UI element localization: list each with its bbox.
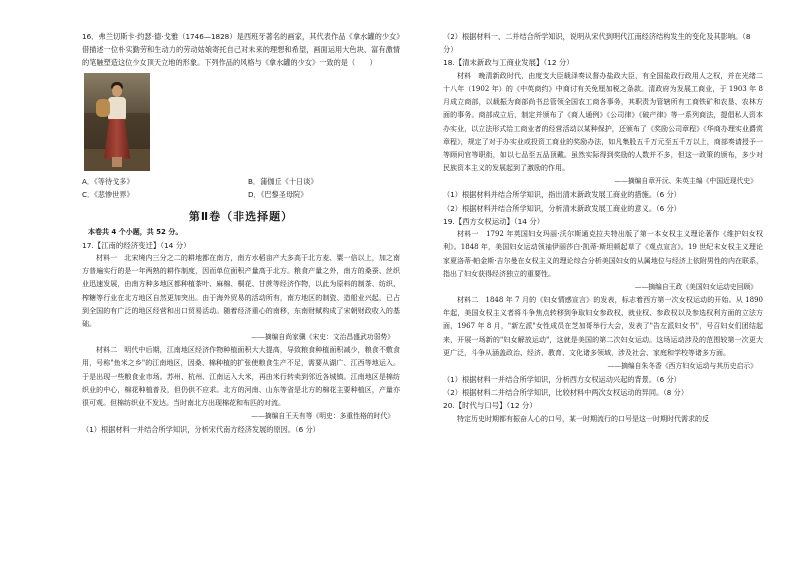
- q18-sub2: （2）根据材料并结合所学知识，分析清末新政发展工商业的意义。（6 分）: [443, 203, 681, 213]
- q19-material-1: 材料一 1792 年英国妇女玛丽·沃尔斯通克拉夫特出版了第一本女权主义理论著作《维护妇女权利》。1848 年，美国妇女运动领袖伊丽莎白·凯蒂·斯坦顿起草了《观点宣言》。19 世纪末女权主义理论家夏洛蒂·帕金斯·吉尔曼在女权主义的理论综合分析美国妇女的从属地位与经济上依附男性的内在联系，指出了妇女获得经济独立的重要性。: [443, 230, 763, 278]
- q19-material-2-source: ——摘编自朱冬香《西方妇女运动与其历史启示》: [607, 362, 757, 371]
- left-column: [82, 30, 400, 436]
- q20-title: 20.【时代与口号】（12 分）: [443, 401, 537, 411]
- q19-sub2: （2）根据材料二并结合所学知识，比较材料中两次女权运动的异同。（8 分）: [443, 388, 689, 398]
- q18-title: 18.【清末新政与工商业发展】（12 分）: [443, 58, 574, 68]
- q17-title: 17.【江南的经济变迁】（14 分）: [82, 240, 191, 250]
- section-note: 本卷共 4 个小题，共 52 分。: [88, 227, 183, 236]
- q19-sub1: （1）根据材料一并结合所学知识，分析西方女权运动兴起的背景。（6 分）: [443, 375, 681, 385]
- q20-material: 特定历史时期都有振奋人心的口号，某一时期流行的口号是这一时期时代需求的反: [457, 414, 709, 423]
- q18-material: 材料 晚清新政时代，由度支大臣载泽奏议督办盐政大臣，有全国盐政行政用人之权，并在光绪二十八年（1902 年）的《中英商约》中商讨有关免厘加税之条款。清政府为发展工商业，于 1903 年 8 月成立商部，以载振为商部尚书总管领全国农工商各事务，其职责为管辖所有工商铁矿和农垦、农林方面的事务。商部成立后，制定并颁布了《商人通例》《公司律》《破产律》等一系列商法，提倡私人资本办实业，以立法形式给工商业者的经营活动以某种保护，还颁布了《奖励公司章程》《华商办理实业爵赏章程》，规定了对于办实业或投资工商业的奖励办法，如凡集股五千万元至五千万以上，商部奏请授予一等顾问官等职衔，如以七品至五品顶戴。虽然实际得到奖励的人数并不多，但这一政策的颁布，多少对民族资本主义的发展起到了激励的作用。: [443, 71, 763, 173]
- q17-sub1: （1）根据材料一并结合所学知识，分析宋代南方经济发展的原因。（6 分）: [82, 425, 320, 435]
- q17-material-1-source: ——摘编自尚家骥《宋史：文治昌盛武功弱势》: [251, 333, 394, 342]
- q16-options: [82, 175, 400, 202]
- q19-material-2: 材料二 1848 年 7 月的《妇女情感宣言》的发表，标志着西方第一次女权运动的开始。从 1890 年起，美国女权主义者将斗争焦点转移到争取妇女参政权、就业权、参政权以及参选权利方面的立法方面，1967 年 8 月，"新左派"女性成员在芝加哥举行大会，发表了"告左派妇女书"，号召妇女们团结起来，开展一场新的"妇女解放运动"，这就是美国的第二次妇女运动。这场运动涉及的范围较第一次更大更广泛，斗争从涵盖政治、经济、教育、文化诸多领域，涉及社会、家庭和学校等诸多方面。: [443, 296, 763, 357]
- q16-option-d[interactable]: D．《巴黎圣母院》: [248, 190, 308, 200]
- q19-title: 19.【西方女权运动】（14 分）: [443, 216, 545, 226]
- section-title: 第Ⅱ卷（非选择题）: [188, 209, 294, 223]
- q16-option-c[interactable]: C．《悲惨世界》: [82, 190, 134, 200]
- q18-sub1: （1）根据材料并结合所学知识，指出清末新政发展工商业的措施。（6 分）: [443, 190, 681, 200]
- q17-material-2-source: ——摘编自王天有等《明史：多重性格的时代》: [251, 412, 394, 421]
- painting-water-jug-girl: [84, 73, 150, 171]
- q17-sub2: （2）根据材料一、二并结合所学知识，说明从宋代到明代江南经济结构发生的变化及其影响。（8 分）: [443, 32, 751, 55]
- q18-material-source: ——摘编自章开沅、朱英主编《中国近现代史》: [614, 177, 757, 186]
- q16-option-a[interactable]: A．《等待戈多》: [82, 176, 134, 186]
- right-column: [443, 30, 763, 426]
- q17-material-2: 材料二 明代中后期，江南地区经济作物种植面积大大提高，导致粮食种植面积减少，粮食不敷食用，号称"鱼米之乡"的江南地区，因桑、棉种植的扩张使粮食生产不足，需要从湖广、江西等地运入。于是出现一些粮食业市场。苏州、杭州、江南运入大米，再由米行转卖到邻近各城镇。江南地区是棉纺织业的中心，棉花种植普及，但仍供不应求。北方的河南、山东等省是北方的棉花主要种植区，产量亦很可观。但棉纺织业不发达。当时南北方出现棉花和布匹的对流。: [82, 346, 400, 408]
- q16-option-b[interactable]: B．蒲伽丘《十日谈》: [248, 176, 318, 186]
- q19-material-1-source: ——摘编自王政《美国妇女运动史回顾》: [634, 283, 757, 292]
- q17-material-1: 材料一 北宋境内三分之二的耕地都在南方，南方水稻亩产大多高于北方麦、粟一倍以上，加之南方普遍实行的是一年两熟的耕作制度，因而单位面积产量高于北方。粮食产量之外，南方的桑蚕、丝织业迅速发展，由南方种多地区都种植茶叶、麻棉、桐花、甘蔗等经济作物，以此为原料的制茶、纺织、榨糖等行业在北方地区自然更加突出。由于海外贸易的活动所有，南方地区的制瓷、造船业兴起，已占到全国的有广泛的地区经营和出口贸易活动。随着经济重心的南移，东南财赋构成了宋朝财政收入的基础。: [82, 254, 400, 329]
- q16-stem: 16．弗兰切斯卡·约瑟·德·戈雅（1746—1828）是西班牙著名的画家，其代表作品《拿水罐的少女》借描述一位朴实勤劳和生动力的劳动姑娘寄托自己对未来的理想和希望，画面运用大色块、富有激情的笔触塑造这位少女顶天立地的形象。下列作品的风格与《拿水罐的少女》一致的是（ ）: [82, 32, 400, 68]
